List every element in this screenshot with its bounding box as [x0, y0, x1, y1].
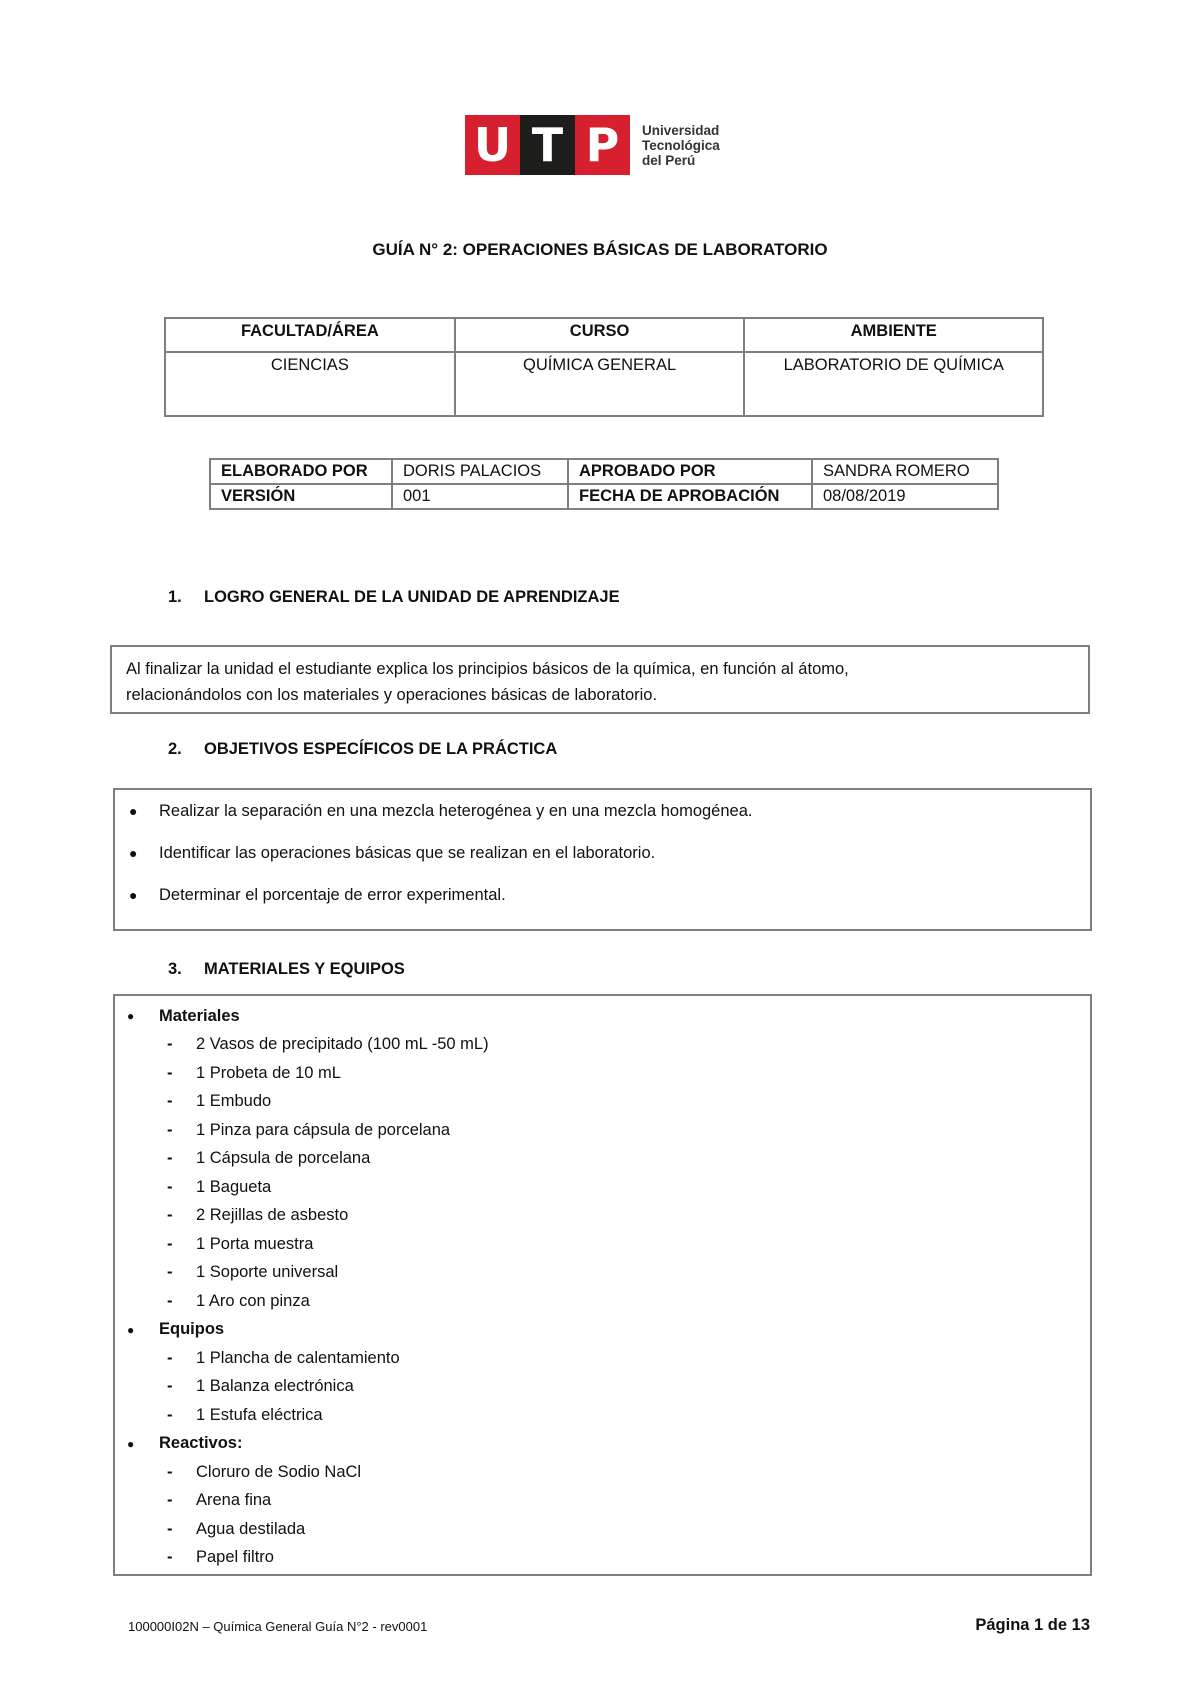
objective-item [129, 798, 1076, 840]
item-text: 1 Aro con pinza [196, 1291, 310, 1310]
dash-icon: - [167, 1548, 173, 1567]
dash-icon: - [167, 1206, 173, 1225]
logo-word: Tecnológica [642, 137, 720, 153]
group-label: Materiales [159, 1006, 240, 1025]
list-item [125, 1031, 1080, 1060]
elaborado-label: ELABORADO POR [210, 459, 392, 484]
item-text: 1 Estufa eléctrica [196, 1405, 323, 1424]
dash-icon: - [167, 1234, 173, 1253]
dash-icon: - [167, 1177, 173, 1196]
item-text: Cloruro de Sodio NaCl [196, 1462, 362, 1481]
section-title: OBJETIVOS ESPECÍFICOS DE LA PRÁCTICA [204, 740, 558, 758]
section-number: 2. [168, 740, 182, 758]
list-item [125, 1230, 1080, 1259]
item-text: Arena fina [196, 1491, 272, 1510]
list-item [125, 1344, 1080, 1373]
dash-icon: - [167, 1263, 173, 1282]
list-item [125, 1458, 1080, 1487]
section-number: 1. [168, 588, 182, 606]
item-text: 1 Embudo [196, 1092, 272, 1111]
dash-icon: - [167, 1120, 173, 1139]
item-text: 1 Pinza para cápsula de porcelana [196, 1120, 451, 1139]
list-item [125, 1088, 1080, 1117]
group-label: Equipos [159, 1320, 225, 1339]
reagents-group [125, 1430, 1080, 1459]
bullet-icon: ● [129, 803, 138, 819]
dash-icon: - [167, 1491, 173, 1510]
footer-page-number: Página 1 de 13 [975, 1616, 1090, 1634]
objectives-box [113, 788, 1092, 931]
elaborado-value: DORIS PALACIOS [392, 459, 568, 484]
footer-document-code: 100000I02N – Química General Guía N°2 - rev0001 [128, 1619, 428, 1634]
logo-word: Universidad [642, 122, 720, 138]
value-ambiente: LABORATORIO DE QUÍMICA [744, 352, 1043, 416]
list-item [125, 1202, 1080, 1231]
version-label: VERSIÓN [210, 484, 392, 509]
value-curso: QUÍMICA GENERAL [455, 352, 745, 416]
list-item [125, 1287, 1080, 1316]
logo-word: del Perú [642, 152, 696, 168]
item-text: 1 Porta muestra [196, 1234, 314, 1253]
item-text: 2 Rejillas de asbesto [196, 1206, 349, 1225]
objective-text: Determinar el porcentaje de error experimental. [159, 886, 506, 904]
bullet-icon: ● [129, 845, 138, 861]
learning-goal-box [110, 645, 1090, 714]
dash-icon: - [167, 1092, 173, 1111]
document-title: GUÍA N° 2: OPERACIONES BÁSICAS DE LABORATORIO [372, 240, 828, 259]
bullet-icon: ● [127, 1009, 135, 1024]
dash-icon: - [167, 1519, 173, 1538]
materials-box [113, 994, 1092, 1576]
dash-icon: - [167, 1348, 173, 1367]
dash-icon: - [167, 1035, 173, 1054]
bullet-icon: ● [129, 887, 138, 903]
logo-letter-t: T [520, 115, 575, 175]
section-title: MATERIALES Y EQUIPOS [204, 960, 405, 978]
header-curso: CURSO [455, 318, 745, 352]
list-item [125, 1544, 1080, 1573]
item-text: Agua destilada [196, 1519, 306, 1538]
item-text: 1 Probeta de 10 mL [196, 1063, 341, 1082]
goal-text-line: relacionándolos con los materiales y operaciones básicas de laboratorio. [126, 686, 658, 704]
dash-icon: - [167, 1377, 173, 1396]
list-item [125, 1487, 1080, 1516]
approval-table [209, 458, 999, 510]
bullet-icon: ● [127, 1436, 135, 1451]
list-item [125, 1173, 1080, 1202]
section-3-heading [168, 960, 405, 979]
logo-wordmark [642, 123, 720, 168]
aprobado-label: APROBADO POR [568, 459, 812, 484]
header-ambiente: AMBIENTE [744, 318, 1043, 352]
bullet-icon: ● [127, 1322, 135, 1337]
header-facultad: FACULTAD/ÁREA [165, 318, 455, 352]
dash-icon: - [167, 1291, 173, 1310]
list-item [125, 1515, 1080, 1544]
item-text: 1 Bagueta [196, 1177, 272, 1196]
list-item [125, 1059, 1080, 1088]
value-facultad: CIENCIAS [165, 352, 455, 416]
section-title: LOGRO GENERAL DE LA UNIDAD DE APRENDIZAJE [204, 588, 620, 606]
group-label: Reactivos: [159, 1434, 243, 1453]
list-item [125, 1116, 1080, 1145]
list-item [125, 1145, 1080, 1174]
materials-group [125, 1002, 1080, 1031]
section-1-heading [168, 588, 620, 607]
dash-icon: - [167, 1149, 173, 1168]
dash-icon: - [167, 1405, 173, 1424]
logo-letter-u: U [465, 115, 520, 175]
fecha-value: 08/08/2019 [812, 484, 998, 509]
equipment-group [125, 1316, 1080, 1345]
item-text: 1 Plancha de calentamiento [196, 1348, 400, 1367]
info-table [164, 317, 1044, 417]
fecha-label: FECHA DE APROBACIÓN [568, 484, 812, 509]
item-text: 1 Cápsula de porcelana [196, 1149, 371, 1168]
objective-item [129, 840, 1076, 882]
item-text: Papel filtro [196, 1548, 274, 1567]
section-2-heading [168, 740, 557, 759]
list-item [125, 1259, 1080, 1288]
list-item [125, 1401, 1080, 1430]
aprobado-value: SANDRA ROMERO [812, 459, 998, 484]
section-number: 3. [168, 960, 182, 978]
list-item [125, 1373, 1080, 1402]
objective-item [129, 882, 1076, 924]
item-text: 1 Balanza electrónica [196, 1377, 354, 1396]
dash-icon: - [167, 1063, 173, 1082]
utp-logo [465, 115, 747, 175]
objective-text: Realizar la separación en una mezcla heterogénea y en una mezcla homogénea. [159, 802, 753, 820]
item-text: 1 Soporte universal [196, 1263, 339, 1282]
version-value: 001 [392, 484, 568, 509]
objective-text: Identificar las operaciones básicas que se realizan en el laboratorio. [159, 844, 656, 862]
item-text: 2 Vasos de precipitado (100 mL -50 mL) [196, 1035, 489, 1054]
goal-text-line: Al finalizar la unidad el estudiante explica los principios básicos de la química, en función al átomo, [126, 660, 849, 678]
dash-icon: - [167, 1462, 173, 1481]
logo-letter-p: P [575, 115, 630, 175]
